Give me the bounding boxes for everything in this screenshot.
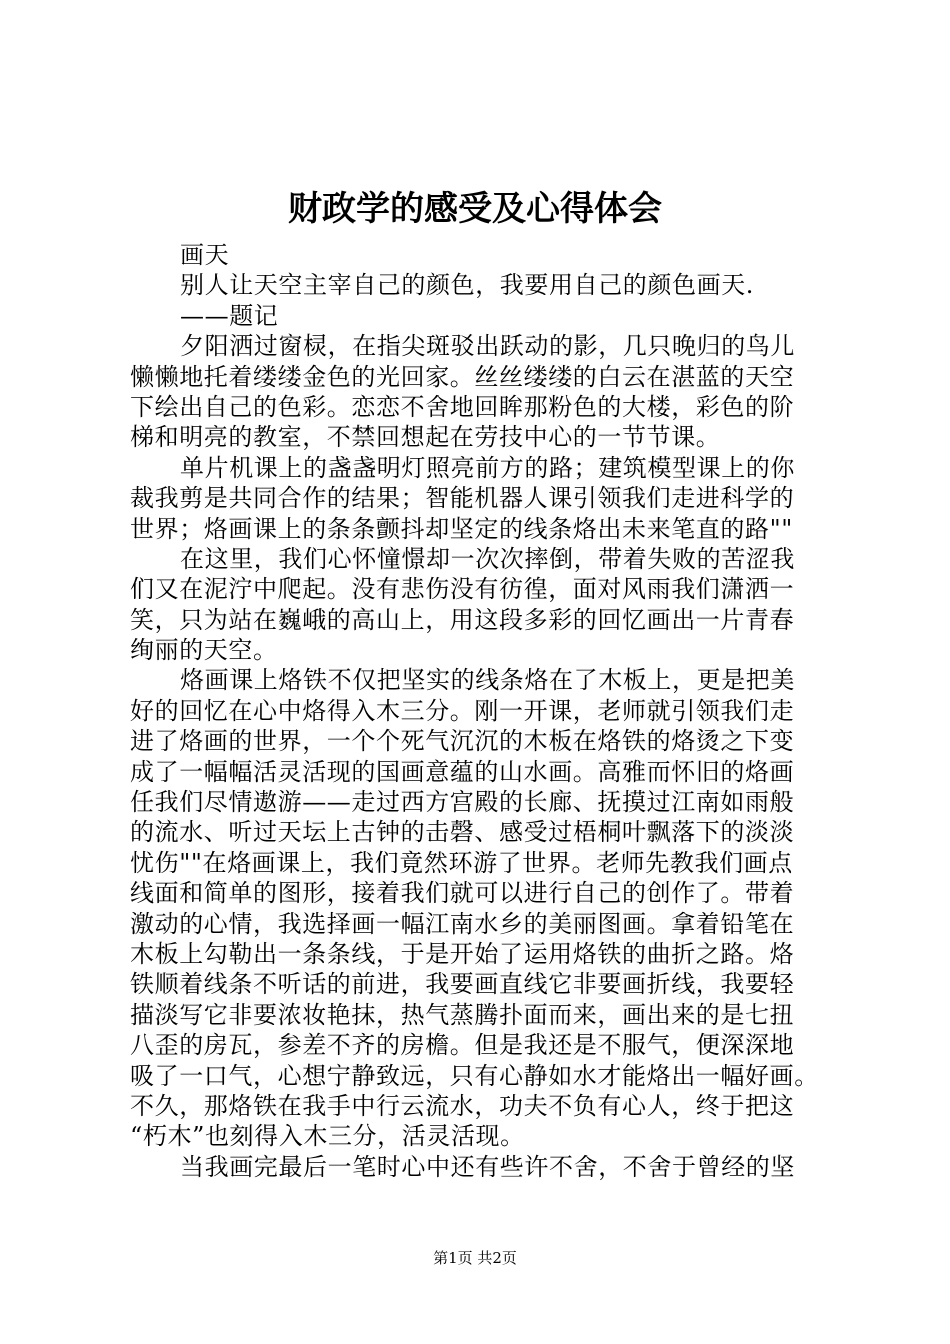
document-body xyxy=(130,240,850,1182)
text-line: 线面和简单的图形，接着我们就可以进行自己的创作了。带着 xyxy=(130,879,795,908)
text-line: 梯和明亮的教室，不禁回想起在劳技中心的一节节课。 xyxy=(130,423,721,452)
text-line: 裁我剪是共同合作的结果；智能机器人课引领我们走进科学的 xyxy=(130,484,795,513)
text-line: 绚丽的天空。 xyxy=(130,636,278,665)
text-line: 单片机课上的盏盏明灯照亮前方的路；建筑模型课上的你 xyxy=(180,453,795,482)
text-line: 在这里，我们心怀憧憬却一次次摔倒，带着失败的苦涩我 xyxy=(180,544,795,573)
text-line: 当我画完最后一笔时心中还有些许不舍，不舍于曾经的坚 xyxy=(180,1152,795,1181)
text-line: 激动的心情，我选择画一幅江南水乡的美丽图画。拿着铅笔在 xyxy=(130,909,795,938)
text-line: 铁顺着线条不听话的前进，我要画直线它非要画折线，我要轻 xyxy=(130,970,795,999)
text-line: 们又在泥泞中爬起。没有悲伤没有彷徨，面对风雨我们潇洒一 xyxy=(130,575,795,604)
text-line: 别人让天空主宰自己的颜色，我要用自己的颜色画天. xyxy=(180,271,755,300)
document-title: 财政学的感受及心得体会 xyxy=(288,189,662,229)
text-line: 烙画课上烙铁不仅把坚实的线条烙在了木板上，更是把美 xyxy=(180,666,795,695)
text-line: 忧伤""在烙画课上，我们竟然环游了世界。老师先教我们画点 xyxy=(130,848,793,877)
text-line: “朽木”也刻得入木三分，活灵活现。 xyxy=(130,1122,525,1151)
text-line: 懒懒地托着缕缕金色的光回家。丝丝缕缕的白云在湛蓝的天空 xyxy=(130,362,795,391)
text-line: 好的回忆在心中烙得入木三分。刚一开课，老师就引领我们走 xyxy=(130,696,795,725)
text-line: 世界；烙画课上的条条颤抖却坚定的线条烙出未来笔直的路"" xyxy=(130,514,793,543)
page-footer: 第1页 共2页 xyxy=(433,1249,517,1267)
text-line: 描淡写它非要浓妆艳抹，热气蒸腾扑面而来，画出来的是七扭 xyxy=(130,1000,795,1029)
text-line: 画天 xyxy=(180,241,230,269)
text-line: 进了烙画的世界，一个个死气沉沉的木板在烙铁的烙烫之下变 xyxy=(130,727,795,756)
text-line: 不久，那烙铁在我手中行云流水，功夫不负有心人，终于把这 xyxy=(130,1091,795,1120)
text-line: 下绘出自己的色彩。恋恋不舍地回眸那粉色的大楼，彩色的阶 xyxy=(130,392,795,421)
text-line: 木板上勾勒出一条条线，于是开始了运用烙铁的曲折之路。烙 xyxy=(130,939,795,968)
text-line: 成了一幅幅活灵活现的国画意蕴的山水画。高雅而怀旧的烙画 xyxy=(130,757,795,786)
text-line: 任我们尽情遨游——走过西方宫殿的长廊、抚摸过江南如雨般 xyxy=(130,788,795,817)
text-line: 夕阳洒过窗棂，在指尖斑驳出跃动的影，几只晚归的鸟儿 xyxy=(180,332,795,361)
text-line: 吸了一口气，心想宁静致远，只有心静如水才能烙出一幅好画。 xyxy=(130,1061,819,1090)
text-line: 八歪的房瓦，参差不齐的房檐。但是我还是不服气，便深深地 xyxy=(130,1031,795,1060)
text-line: 笑，只为站在巍峨的高山上，用这段多彩的回忆画出一片青春 xyxy=(130,605,795,634)
text-line: 的流水、听过天坛上古钟的击磬、感受过梧桐叶飘落下的淡淡 xyxy=(130,818,795,847)
text-line: ——题记 xyxy=(180,301,279,330)
